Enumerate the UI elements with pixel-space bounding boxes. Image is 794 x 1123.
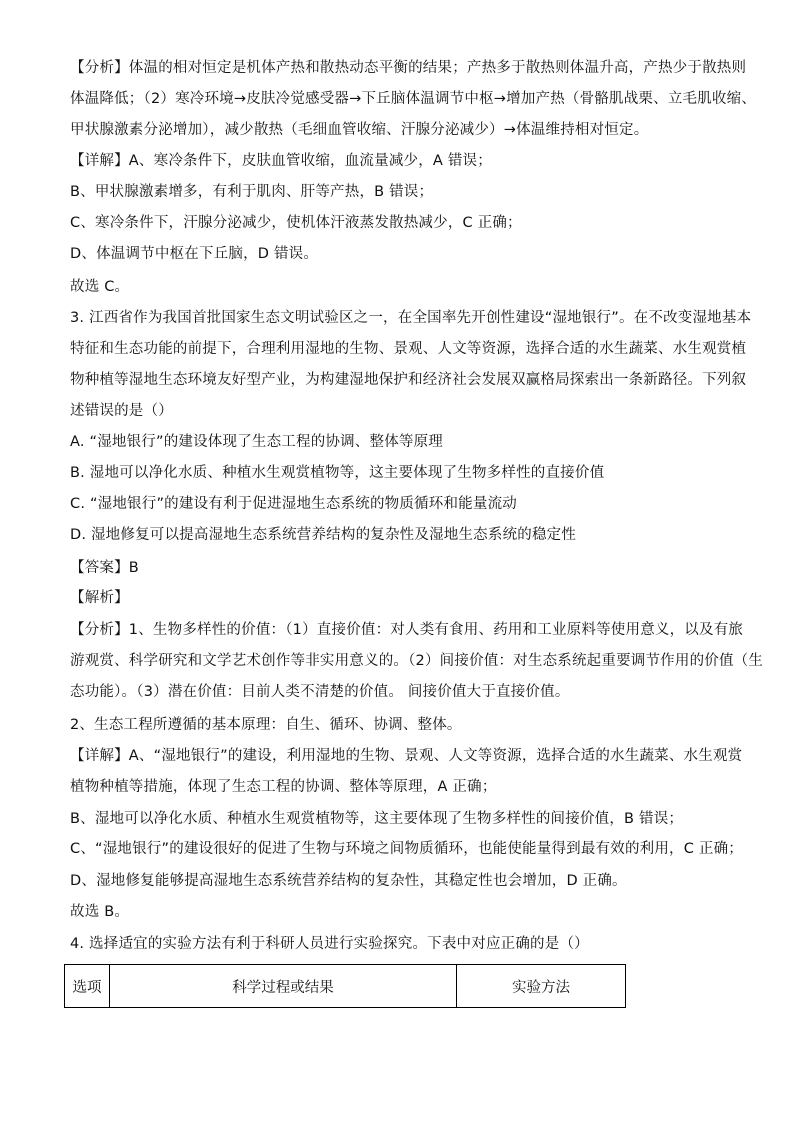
text-line: 游观赏、科学研究和文学艺术创作等非实用意义的。（2）间接价值：对生态系统起重要调节作用的价值（生 — [70, 653, 764, 669]
analysis-label: 【解析】 — [70, 590, 129, 606]
text-line: 【分析】1、生物多样性的价值：（1）直接价值：对人类有食用、药用和工业原料等使用意义，以及有旅 — [70, 622, 744, 638]
text-line: 态功能）。（3）潜在价值：目前人类不清楚的价值。 间接价值大于直接价值。 — [70, 684, 570, 700]
table-header-option: 选项 — [65, 965, 110, 1008]
text-line: D、体温调节中枢在下丘脑，D 错误。 — [70, 246, 319, 262]
text-line: 植物种植等措施，体现了生态工程的协调、整体等原理，A 正确； — [70, 779, 497, 795]
answer-label: 【答案】B — [70, 560, 139, 576]
text-line: 特征和生态功能的前提下，合理利用湿地的生物、景观、人文等资源，选择合适的水生蔬菜、水生观赏植 — [70, 341, 747, 357]
text-line: C. “湿地银行”的建设有利于促进湿地生态系统的物质循环和能量流动 — [70, 496, 517, 512]
options-table — [64, 964, 626, 1008]
text-line: D. 湿地修复可以提高湿地生态系统营养结构的复杂性及湿地生态系统的稳定性 — [70, 527, 577, 543]
text-line: 3. 江西省作为我国首批国家生态文明试验区之一，在全国率先开创性建设“湿地银行”。在不改变湿地基本 — [70, 310, 752, 326]
table-header-method: 实验方法 — [457, 965, 626, 1008]
table-header-process: 科学过程或结果 — [110, 965, 457, 1008]
text-line: D、湿地修复能够提高湿地生态系统营养结构的复杂性，其稳定性也会增加，D 正确。 — [70, 873, 627, 889]
text-line: 物种植等湿地生态环境友好型产业，为构建湿地保护和经济社会发展双赢格局探索出一条新路径。下列叙 — [70, 372, 747, 388]
text-line: A. “湿地银行”的建设体现了生态工程的协调、整体等原理 — [70, 434, 444, 450]
text-line: 体温降低；（2）寒冷环境→皮肤冷觉感受器→下丘脑体温调节中枢→增加产热（骨骼肌战栗、立毛肌收缩、 — [70, 91, 757, 107]
text-line: B、甲状腺激素增多，有利于肌肉、肝等产热，B 错误； — [70, 184, 434, 200]
text-line: C、寒冷条件下，汗腺分泌减少，使机体汗液蒸发散热减少，C 正确； — [70, 215, 522, 231]
text-line: 2、生态工程所遵循的基本原理：自生、循环、协调、整体。 — [70, 717, 462, 733]
table-header-row — [65, 965, 626, 1008]
text-line: 4. 选择适宜的实验方法有利于科研人员进行实验探究。下表中对应正确的是（） — [70, 936, 589, 952]
text-line: C、“湿地银行”的建设很好的促进了生物与环境之间物质循环，也能使能量得到最有效的利用，C 正确； — [70, 841, 743, 857]
text-line: B. 湿地可以净化水质、种植水生观赏植物等，这主要体现了生物多样性的直接价值 — [70, 465, 605, 481]
text-line: 故选 C。 — [70, 279, 130, 295]
text-line: 【详解】A、寒冷条件下，皮肤血管收缩，血流量减少，A 错误； — [70, 153, 492, 169]
text-line: 故选 B。 — [70, 904, 130, 920]
text-line: B、湿地可以净化水质、种植水生观赏植物等，这主要体现了生物多样性的间接价值，B 错误； — [70, 811, 684, 827]
text-line: 述错误的是（） — [70, 403, 173, 419]
text-line: 甲状腺激素分泌增加），减少散热（毛细血管收缩、汗腺分泌减少）→体温维持相对恒定。 — [70, 122, 649, 138]
text-line: 【分析】体温的相对恒定是机体产热和散热动态平衡的结果；产热多于散热则体温升高，产热少于散热则 — [70, 60, 747, 76]
text-line: 【详解】A、“湿地银行”的建设，利用湿地的生物、景观、人文等资源，选择合适的水生蔬菜、水生观赏 — [70, 748, 743, 764]
